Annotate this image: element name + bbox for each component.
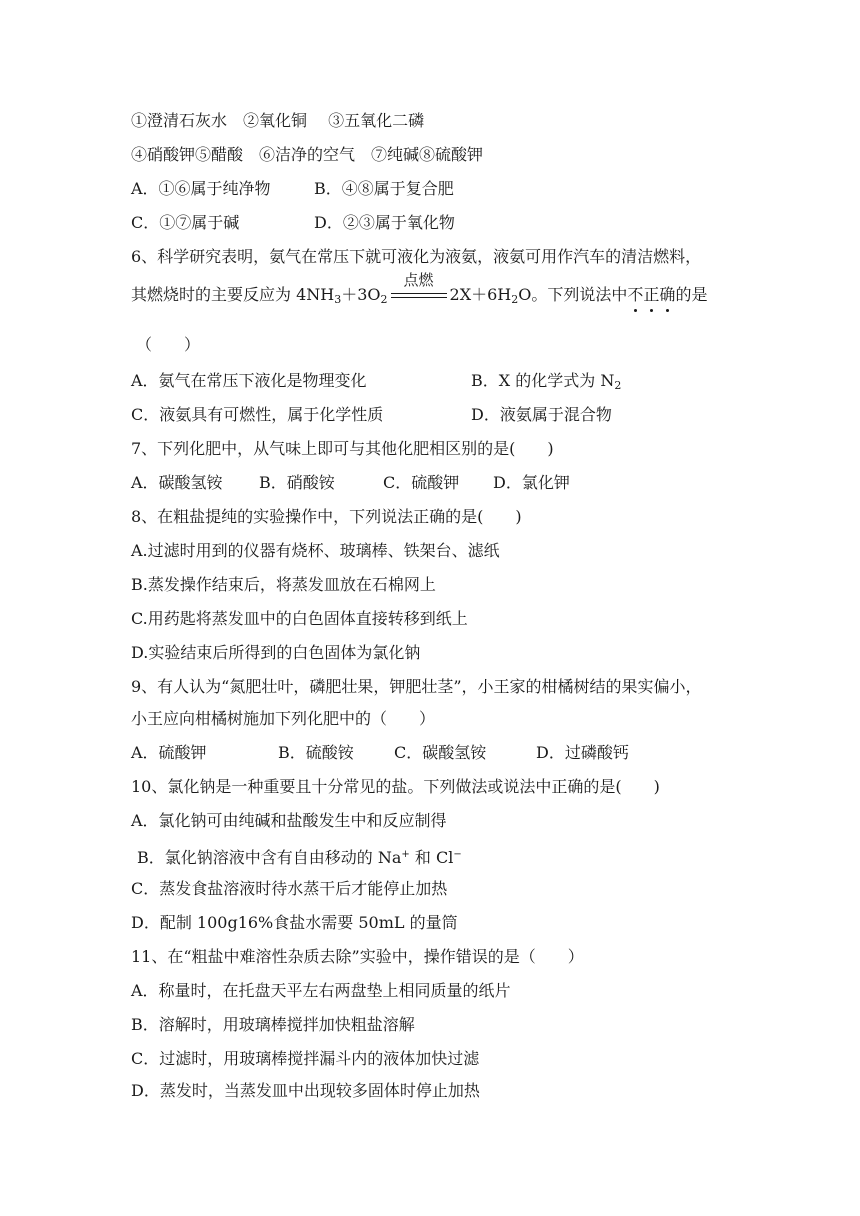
q10-option-d: D．配制 100g16%食盐水需要 50mL 的量筒	[131, 913, 458, 932]
q5-option-b: B．④⑧属于复合肥	[314, 179, 454, 198]
q8-option-d: D.实验结束后所得到的白色固体为氯化钠	[131, 643, 421, 662]
q6-stem-line1: 6、科学研究表明，氨气在常压下就可液化为液氨，液氨可用作汽车的清洁燃料，	[131, 247, 702, 266]
q5-option-a: A．①⑥属于纯净物	[131, 179, 271, 198]
q11-stem: 11、在“粗盐中难溶性杂质去除”实验中，操作错误的是（ ）	[131, 947, 584, 966]
q11-option-c: C．过滤时，用玻璃棒搅拌漏斗内的液体加快过滤	[131, 1049, 480, 1068]
q9-option-c: C．碳酸氢铵	[394, 743, 487, 762]
q6-options-ab	[131, 370, 621, 397]
q7-stem: 7、下列化肥中，从气味上即可与其他化肥相区别的是( )	[131, 439, 554, 458]
q7-option-b: B．硝酸铵	[259, 473, 335, 492]
q6-answer-paren: （ ）	[136, 335, 201, 354]
q9-options	[131, 742, 629, 764]
q8-option-b: B.蒸发操作结束后，将蒸发皿放在石棉网上	[131, 575, 436, 594]
q7-option-c: C．硫酸钾	[383, 473, 460, 492]
q10-option-a: A．氯化钠可由纯碱和盐酸发生中和反应制得	[131, 811, 447, 830]
q8-option-c: C.用药匙将蒸发皿中的白色固体直接转移到纸上	[131, 609, 468, 628]
q9-option-a: A．硫酸钾	[131, 743, 207, 762]
reaction-condition-label: 点燃	[403, 271, 434, 289]
emphasis-dot-char: 确	[659, 285, 676, 304]
q5-option-d: D．②③属于氧化物	[314, 213, 455, 232]
q10-stem: 10、氯化钠是一种重要且十分常见的盐。下列做法或说法中正确的是( )	[131, 777, 660, 796]
q6-option-b: B．X 的化学式为 $N_2$	[471, 371, 622, 392]
q5-options-ab	[131, 178, 454, 200]
q5-items-line1: ①澄清石灰水 ②氧化铜 ③五氧化二磷	[131, 111, 425, 130]
q10-option-c: C．蒸发食盐溶液时待水蒸干后才能停止加热	[131, 879, 448, 898]
q11-option-b: B．溶解时，用玻璃棒搅拌加快粗盐溶解	[131, 1015, 415, 1034]
q9-stem-line2: 小王应向柑橘树施加下列化肥中的（ ）	[131, 709, 436, 728]
q7-options	[131, 472, 570, 494]
q11-option-a: A．称量时，在托盘天平左右两盘垫上相同质量的纸片	[131, 981, 511, 1000]
q6-options-cd	[131, 404, 612, 426]
q6-option-c: C．液氨具有可燃性，属于化学性质	[131, 405, 384, 424]
reaction-condition-arrow	[388, 271, 450, 306]
q8-stem: 8、在粗盐提纯的实验操作中，下列说法正确的是( )	[131, 507, 522, 526]
q11-option-d: D．蒸发时，当蒸发皿中出现较多固体时停止加热	[131, 1081, 480, 1100]
q9-option-d: D．过磷酸钙	[536, 743, 629, 762]
q5-items-line2: ④硝酸钾⑤醋酸 ⑥洁净的空气 ⑦纯碱⑧硫酸钾	[131, 145, 484, 164]
q5-options-cd	[131, 212, 455, 234]
q9-option-b: B．硫酸铵	[278, 743, 354, 762]
emphasis-dot-char: 不	[627, 285, 644, 304]
q9-stem-line1: 9、有人认为“氮肥壮叶，磷肥壮果，钾肥壮茎”，小王家的柑橘树结的果实偏小，	[131, 677, 702, 696]
q10-option-b: B．氯化钠溶液中含有自由移动的 Na+ 和 Cl−	[137, 848, 462, 867]
q6-stem-line2: 其燃烧时的主要反应为 $4NH_3+3O_2$ 点燃 $2X+6H_2O$。下列说法中不正确的是	[131, 271, 708, 306]
q8-option-a: A.过滤时用到的仪器有烧杯、玻璃棒、铁架台、滤纸	[131, 541, 500, 560]
q7-option-d: D．氯化钾	[493, 473, 570, 492]
q6-option-d: D．液氨属于混合物	[471, 405, 612, 424]
emphasis-dot-char: 正	[643, 285, 660, 304]
q5-option-c: C．①⑦属于碱	[131, 213, 240, 232]
q6-option-a: A．氨气在常压下液化是物理变化	[131, 371, 367, 390]
q7-option-a: A．碳酸氢铵	[131, 473, 223, 492]
